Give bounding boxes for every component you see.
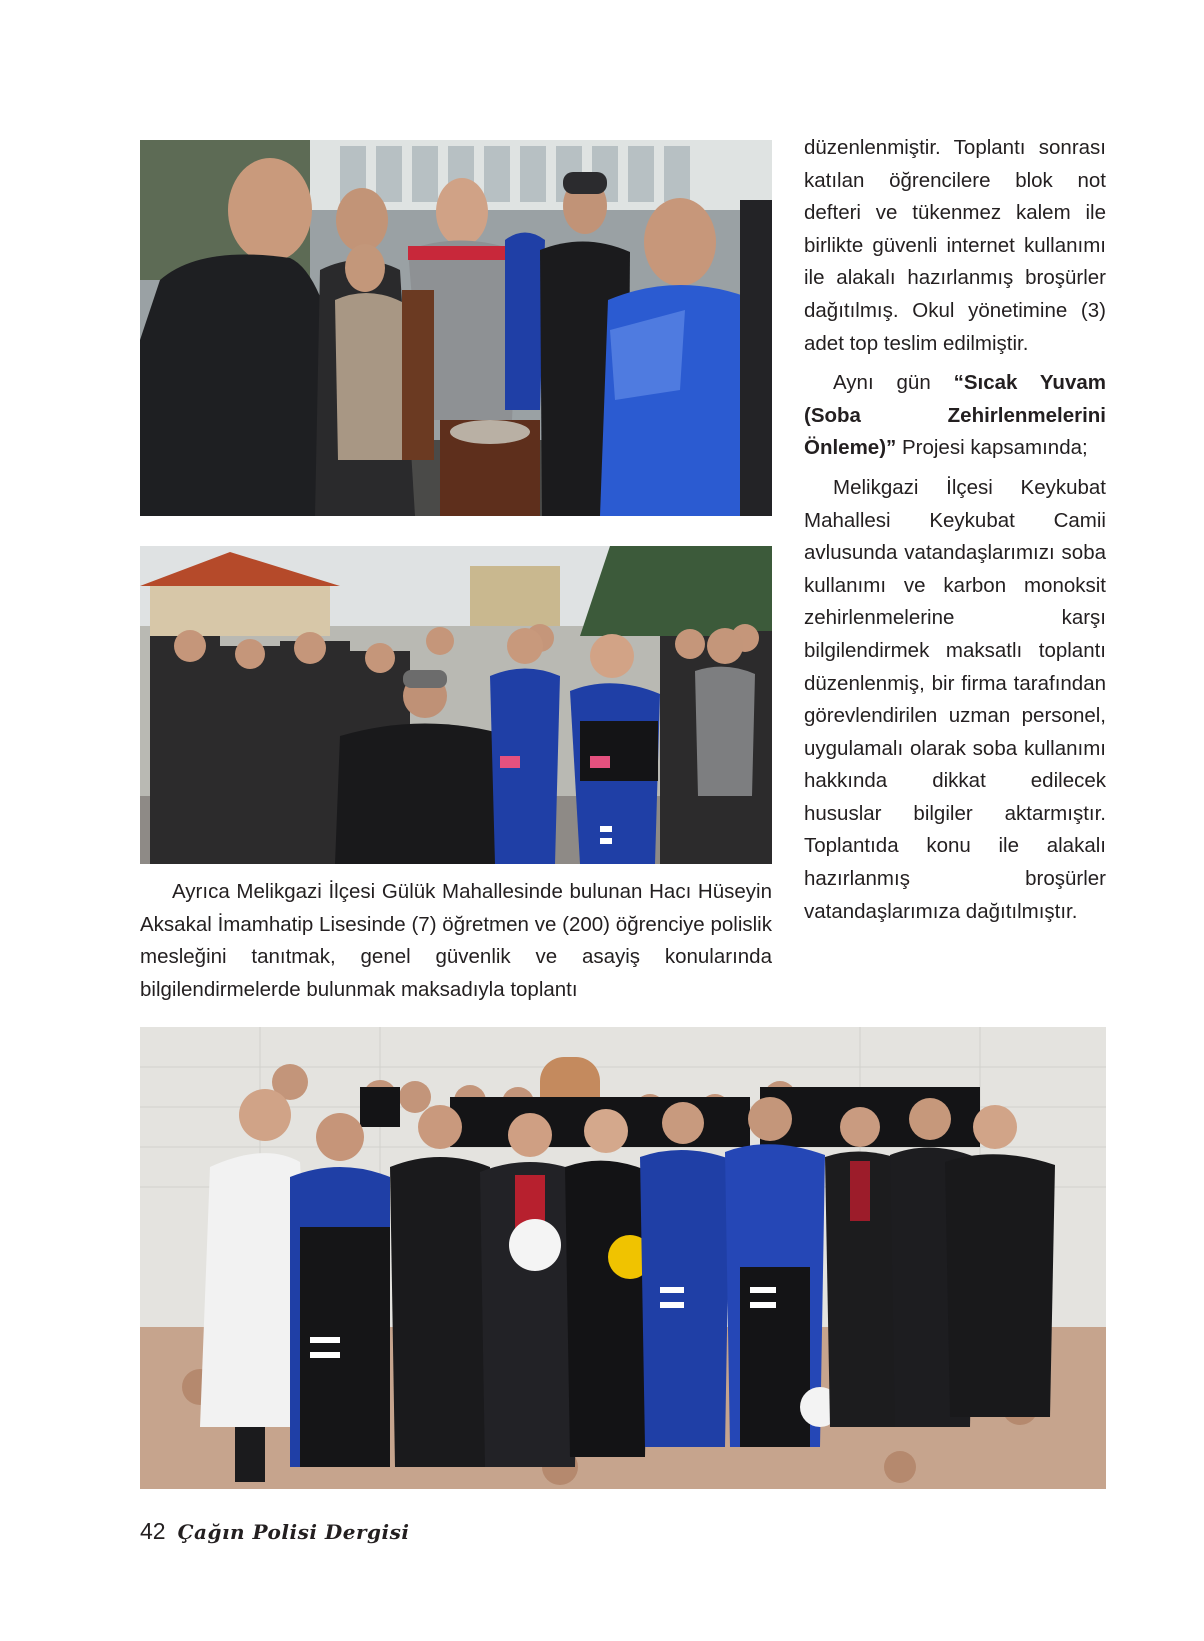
article-left-column	[140, 876, 772, 1006]
article-right-column	[804, 132, 1106, 935]
page-footer	[140, 1518, 409, 1552]
project-name: “Sıcak Yuvam (Soba Zehirlenmelerini Önleme)”	[804, 371, 1106, 460]
paragraph-meeting-summary: düzenlenmiştir. Toplantı sonrası katılan öğrencilere blok not defteri ve tükenmez kalem ile birlikte güvenli internet kullanımı ile alakalı hazırlanmış broşürler dağıtılmış. Okul yönetimine (3) adet top teslim edilmiştir.	[804, 136, 1106, 355]
project-intro-lead: Aynı gün	[833, 371, 954, 395]
photo-brochure-distribution	[140, 546, 772, 864]
paragraph-school-meeting: Ayrıca Melikgazi İlçesi Gülük Mahallesinde bulunan Hacı Hüseyin Aksakal İmamhatip Lisesinde (7) öğretmen ve (200) öğrenciye polislik mesleğini tanıtmak, genel güvenlik ve asayiş konularında bilgilendirmelerde bulunmak maksadıyla toplantı	[140, 880, 772, 1001]
magazine-title: Çağın Polisi Dergisi	[177, 1520, 410, 1544]
paragraph-keykubat-meeting: Melikgazi İlçesi Keykubat Mahallesi Keykubat Camii avlusunda vatandaşlarımızı soba kullanımı ve karbon monoksit zehirlenmelerine karşı bilgilendirmek maksatlı toplantı düzenlenmiş, bir firma tarafından görevlendirilen uzman personel, uygulamalı olarak soba kullanımı hakkında dikkat edilecek hususlar bilgiler aktarmıştır. Toplantıda konu ile alakalı hazırlanmış broşürler vatandaşlarımıza dağıtılmıştır.	[804, 475, 1106, 923]
photo-stove-demonstration	[140, 140, 772, 516]
paragraph-project-intro	[804, 367, 1106, 465]
photo-students-group	[140, 1027, 1106, 1489]
project-intro-tail: Projesi kapsamında;	[896, 436, 1088, 460]
page-number: 42	[140, 1518, 166, 1544]
